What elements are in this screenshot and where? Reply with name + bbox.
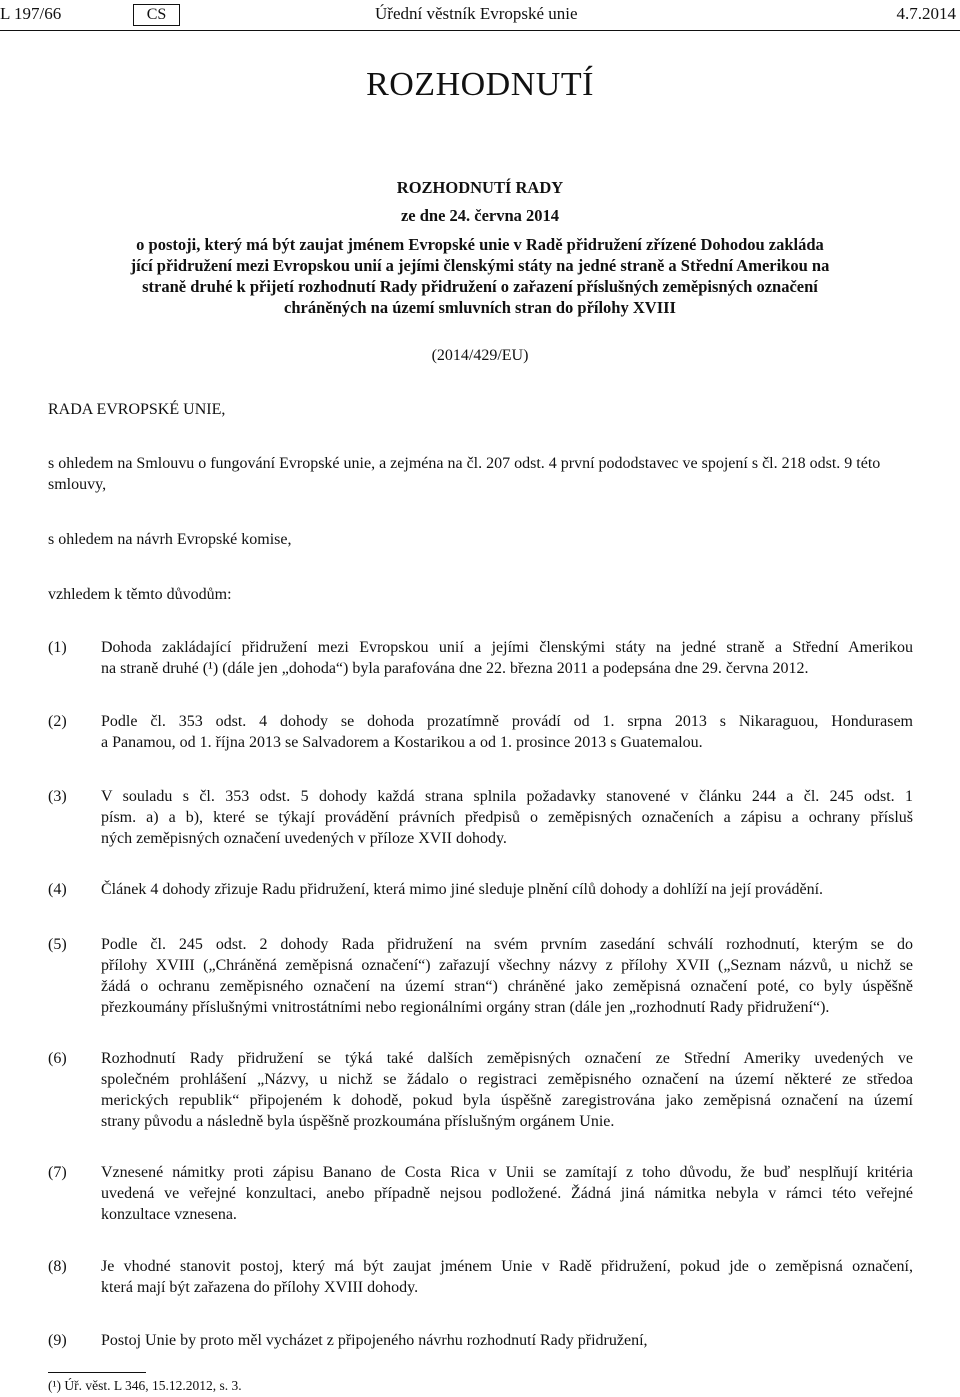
language-badge: CS <box>133 4 180 26</box>
recital-line: písm. a) a b), které se týkají provádění právních předpisů o zeměpisných označeních a zápisu a ochrany přísluš <box>101 809 913 826</box>
subject-line: chráněných na území smluvních stran do přílohy XVIII <box>284 298 676 317</box>
recital-line: Postoj Unie by proto měl vycházet z připojeného návrhu rozhodnutí Rady přidružení, <box>101 1332 648 1349</box>
recital-line: merických republik“ připojeném k dohodě, pokud byla úspěšně zaregistrována jako zeměpisná označení na území <box>101 1092 913 1109</box>
recital-text <box>101 1162 913 1225</box>
recital-number: (2) <box>48 713 67 730</box>
subject-line: straně druhé k přijetí rozhodnutí Rady přidružení o zařazení příslušných zeměpisných označení <box>142 277 818 296</box>
recital-line: konzultace vznesena. <box>101 1206 237 1223</box>
recital-line: přezkoumány příslušnými vnitrostátními nebo regionálními orgány stran (dále jen „rozhodnutí Rady přidružení“). <box>101 999 830 1016</box>
recital-number: (5) <box>48 936 67 953</box>
recital-number: (4) <box>48 881 67 898</box>
recital-number: (7) <box>48 1164 67 1181</box>
recital-line: na straně druhé (¹) (dále jen „dohoda“) byla parafována dne 22. března 2011 a podepsána dne 29. června 2012. <box>101 660 809 677</box>
recital-line: V souladu s čl. 353 odst. 5 dohody každá strana splnila požadavky stanovené v článku 244 a čl. 245 odst. 1 <box>101 788 913 805</box>
recitals-intro: vzhledem k těmto důvodům: <box>48 586 232 603</box>
recital-line: přílohy XVIII („Chráněná zeměpisná označení“) zařazují všechny názvy z přílohy XVII („Seznam názvů, u nichž se <box>101 957 913 974</box>
recital-number: (8) <box>48 1258 67 1275</box>
recital-line: Podle čl. 353 odst. 4 dohody se dohoda prozatímně provádí od 1. srpna 2013 s Nikaraguou, Hondurasem <box>101 713 913 730</box>
recital-text <box>101 1048 913 1132</box>
issue-date: 4.7.2014 <box>896 4 956 23</box>
footnote: (¹) Úř. věst. L 346, 15.12.2012, s. 3. <box>48 1378 242 1393</box>
recital-line: Článek 4 dohody zřizuje Radu přidružení, která mimo jiné sleduje plnění cílů dohody a dohlíží na její provádění. <box>101 881 824 898</box>
council-heading: RADA EVROPSKÉ UNIE, <box>48 401 226 418</box>
header-rule <box>0 30 960 31</box>
citation-treaty: s ohledem na Smlouvu o fungování Evropské unie, a zejména na čl. 207 odst. 4 první pododstavec ve spojení s čl. 218 odst. 9 této smlouvy, <box>48 455 881 493</box>
recital-text <box>101 786 913 849</box>
recital-line: která mají být zařazena do přílohy XVIII dohody. <box>101 1279 419 1296</box>
recital-line: Vznesené námitky proti zápisu Banano de Costa Rica v Unii se zamítají z toho důvodu, že buď nesplňují kritéria <box>101 1164 913 1181</box>
recital-line: Dohoda zakládající přidružení mezi Evropskou unií a jejími členskými státy na jedné straně a Střední Amerikou <box>101 639 913 656</box>
celex-number: (2014/429/EU) <box>431 347 529 364</box>
decision-subject <box>60 234 900 318</box>
recital-line: Rozhodnutí Rady přidružení se týká také dalších zeměpisných označení ze Střední Ameriky uvedených ve <box>101 1050 913 1067</box>
recital-number: (9) <box>48 1332 67 1349</box>
section-title: ROZHODNUTÍ <box>366 66 594 103</box>
recital-line: uvedená ve veřejné konzultaci, anebo případně nejsou podložené. Žádná jiná námitka nebyla v rámci této veřejné <box>101 1185 913 1202</box>
recital-number: (6) <box>48 1050 67 1067</box>
journal-reference: L 197/66 <box>0 4 62 23</box>
recital-text <box>101 1256 913 1298</box>
journal-header <box>0 4 960 28</box>
recital-line: a Panamou, od 1. října 2013 se Salvadorem a Kostarikou a od 1. prosince 2013 s Guatemalou. <box>101 734 703 751</box>
subject-line: jící přidružení mezi Evropskou unií a jejími členskými státy na jedné straně a Střední Amerikou na <box>130 256 830 275</box>
recital-number: (3) <box>48 788 67 805</box>
journal-title: Úřední věstník Evropské unie <box>375 4 578 23</box>
decision-date: ze dne 24. června 2014 <box>400 206 560 225</box>
decision-title: ROZHODNUTÍ RADY <box>396 178 564 197</box>
footnote-rule <box>48 1372 146 1373</box>
recital-line: ných zeměpisných označení uvedených v příloze XVII dohody. <box>101 830 507 847</box>
recital-text <box>101 1330 913 1351</box>
recital-line: strany původu a následně byla úspěšně prozkoumána příslušným orgánem Unie. <box>101 1113 615 1130</box>
recital-text <box>101 637 913 679</box>
recital-text <box>101 934 913 1018</box>
recital-line: Podle čl. 245 odst. 2 dohody Rada přidružení na svém prvním zasedání schválí rozhodnutí, kterým se do <box>101 936 913 953</box>
recital-text <box>101 879 913 900</box>
recital-line: žádá o ochranu zeměpisného označení na území stran“) chráněné jako zeměpisná označení poté, co byly úspěšně <box>101 978 913 995</box>
recital-line: Je vhodné stanovit postoj, který má být zaujat jménem Unie v Radě přidružení, pokud jde o zeměpisná označení, <box>101 1258 913 1275</box>
recital-line: společném prohlášení „Názvy, u nichž se žádalo o registraci zeměpisného označení na území některé ze středoa <box>101 1071 913 1088</box>
subject-line: o postoji, který má být zaujat jménem Evropské unie v Radě přidružení zřízené Dohodou zakláda <box>136 235 824 254</box>
citation-proposal: s ohledem na návrh Evropské komise, <box>48 531 292 548</box>
recital-number: (1) <box>48 639 67 656</box>
recital-text <box>101 711 913 753</box>
